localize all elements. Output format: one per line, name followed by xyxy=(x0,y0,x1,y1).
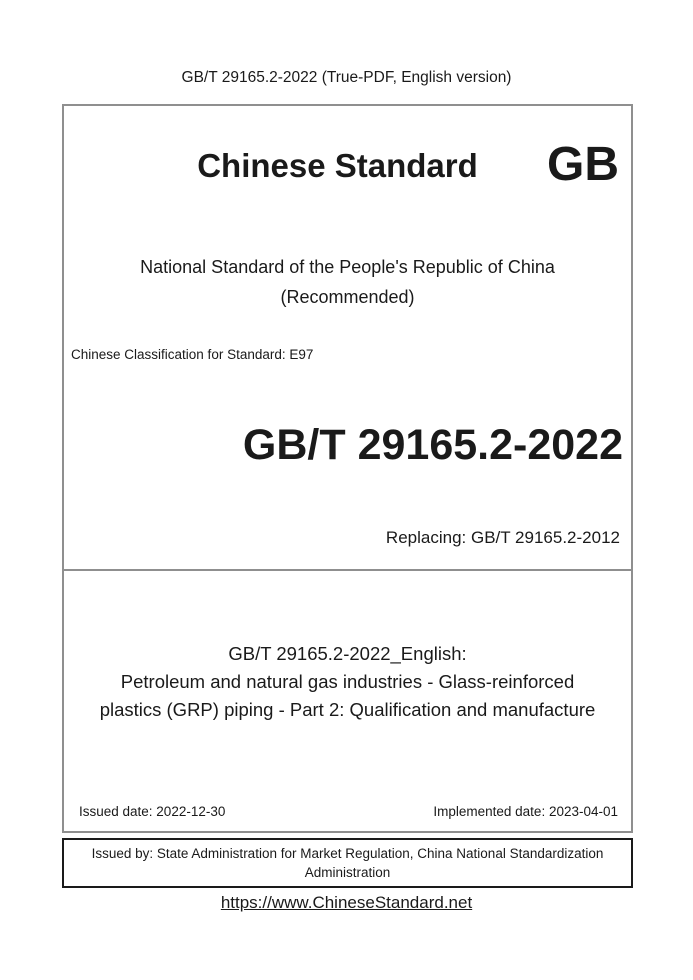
gb-logo: GB xyxy=(547,138,619,191)
english-title-code-line: GB/T 29165.2-2022_English: xyxy=(228,643,467,664)
dates-row xyxy=(64,803,631,821)
issued-date: Issued date: 2022-12-30 xyxy=(79,804,226,819)
replacing-line: Replacing: GB/T 29165.2-2012 xyxy=(385,528,620,547)
recommended-line: (Recommended) xyxy=(280,287,415,307)
cover-box xyxy=(62,104,633,833)
english-title-line-3: plastics (GRP) piping - Part 2: Qualification and manufacture xyxy=(99,699,596,720)
implemented-date: Implemented date: 2023-04-01 xyxy=(433,804,618,819)
english-title-line-2: Petroleum and natural gas industries - Glass-reinforced xyxy=(120,671,575,692)
issuer-box xyxy=(62,838,633,888)
national-standard-line: National Standard of the People's Republic of China xyxy=(140,257,555,277)
divider-line xyxy=(64,569,631,571)
national-standard-heading xyxy=(64,252,631,312)
issuer-text: Issued by: State Administration for Market Regulation, China National Standardization Administration xyxy=(91,846,604,880)
brand-title: Chinese Standard xyxy=(197,147,478,184)
english-title-block xyxy=(64,640,631,724)
website-link[interactable]: https://www.ChineseStandard.net xyxy=(220,893,473,912)
page-header: GB/T 29165.2-2022 (True-PDF, English version) xyxy=(181,69,512,86)
link-row xyxy=(0,892,693,914)
standard-code: GB/T 29165.2-2022 xyxy=(242,421,623,469)
classification-line: Chinese Classification for Standard: E97 xyxy=(71,347,314,362)
